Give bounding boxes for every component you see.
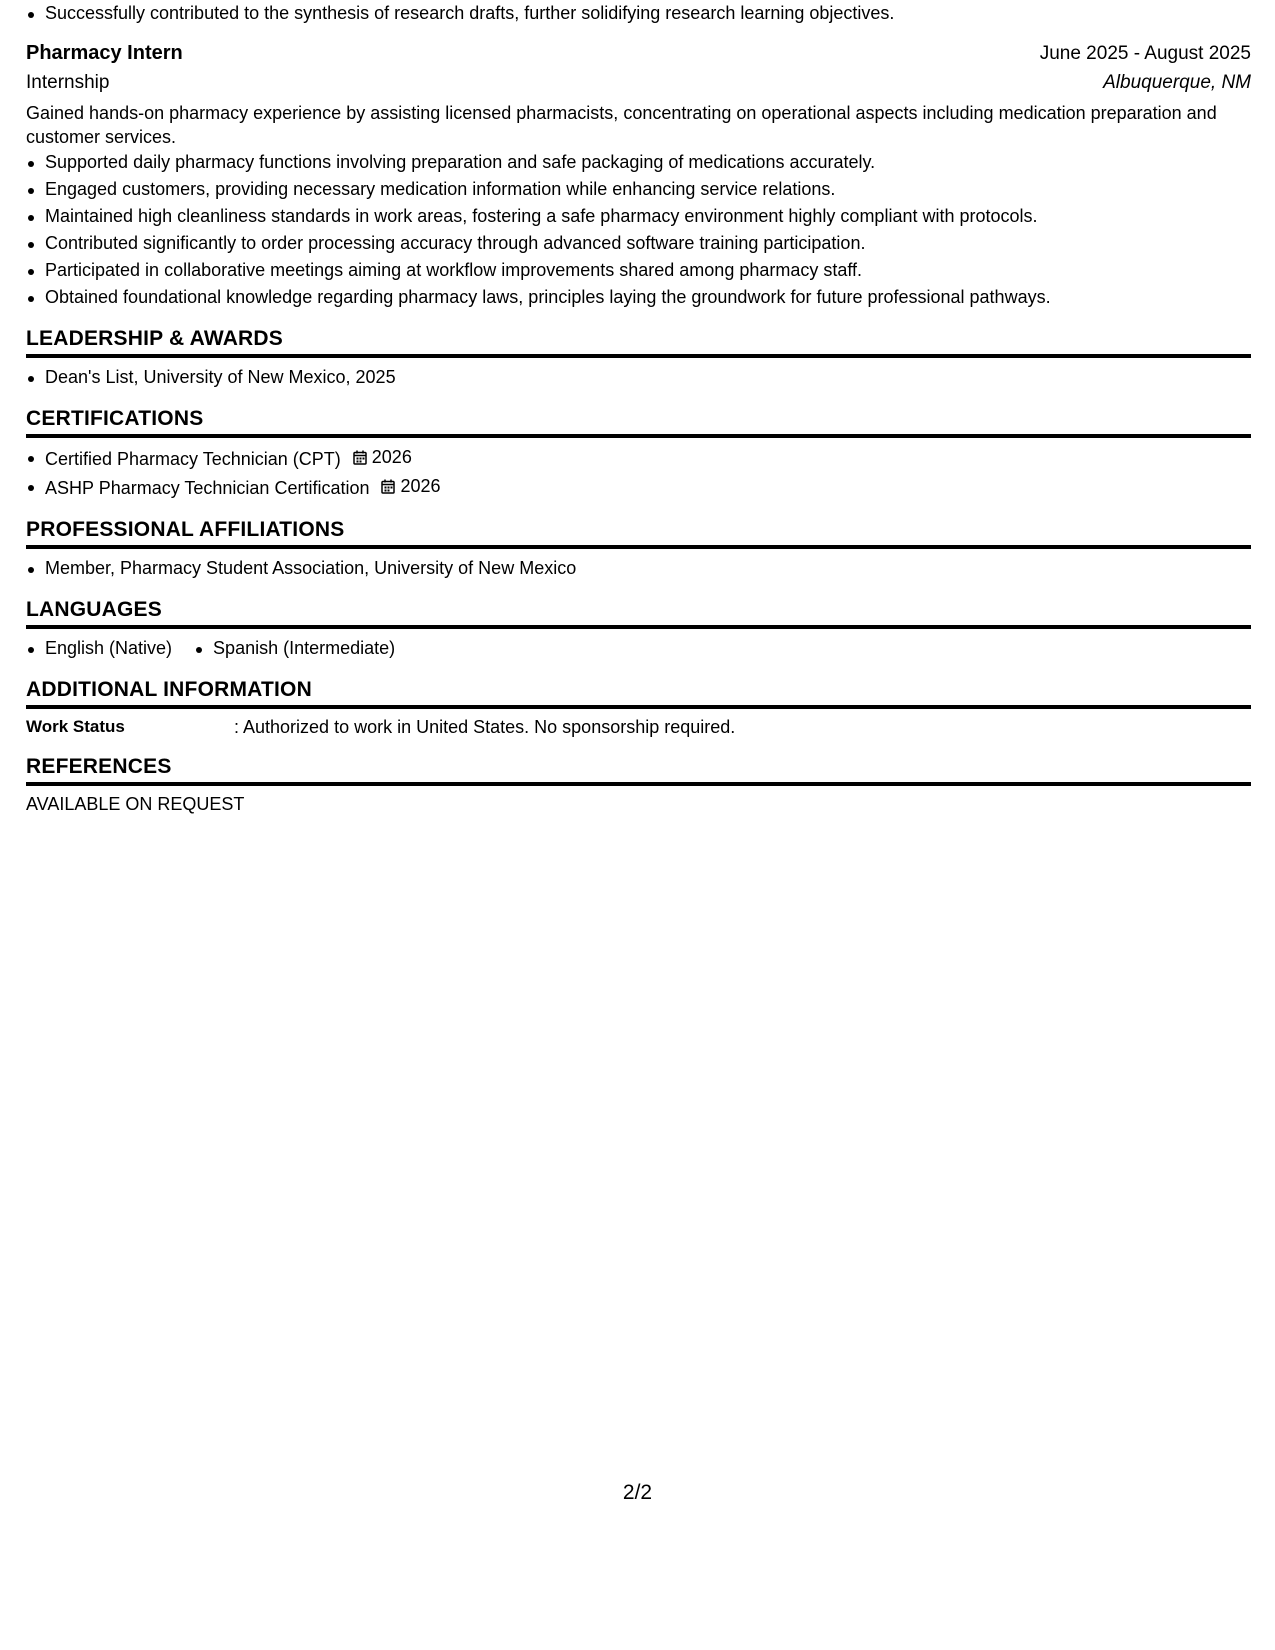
leadership-list	[26, 364, 1251, 391]
additional-info-section	[26, 676, 1251, 739]
section-heading: PROFESSIONAL AFFILIATIONS	[26, 516, 1251, 549]
job-subheader	[26, 69, 1251, 101]
calendar-icon	[381, 479, 395, 494]
references-section	[26, 753, 1251, 816]
list-item	[26, 473, 1251, 502]
job-summary: Gained hands-on pharmacy experience by assisting licensed pharmacists, concentrating on operational aspects including medication preparation and customer services.	[26, 103, 1217, 147]
certifications-list	[26, 444, 1251, 502]
languages-list	[26, 635, 1251, 662]
job-header	[26, 39, 1251, 69]
list-item: Supported daily pharmacy functions involving preparation and safe packaging of medications accurately.	[26, 149, 1251, 176]
job-type: Internship	[26, 72, 110, 93]
certification-year: 2026	[400, 476, 441, 496]
list-item: Dean's List, University of New Mexico, 2025	[26, 364, 1251, 391]
references-text: AVAILABLE ON REQUEST	[26, 794, 245, 814]
list-item: Maintained high cleanliness standards in work areas, fostering a safe pharmacy environment highly compliant with protocols.	[26, 203, 1251, 230]
language-item: English (Native)	[26, 635, 172, 662]
calendar-icon	[353, 450, 367, 465]
list-item: Contributed significantly to order processing accuracy through advanced software training participation.	[26, 230, 1251, 257]
page-number: 2/2	[622, 1481, 653, 1504]
work-status-label: Work Status	[26, 717, 125, 736]
section-heading: LEADERSHIP & AWARDS	[26, 325, 1251, 358]
resume-page	[26, 0, 1251, 816]
previous-job-bullets	[26, 0, 1251, 27]
list-item	[26, 444, 1251, 473]
list-item: Successfully contributed to the synthesis of research drafts, further solidifying research learning objectives.	[26, 0, 1251, 27]
job-title: Pharmacy Intern	[26, 42, 183, 64]
list-item: Participated in collaborative meetings aiming at workflow improvements shared among pharmacy staff.	[26, 257, 1251, 284]
section-heading: CERTIFICATIONS	[26, 405, 1251, 438]
work-status-value: : Authorized to work in United States. No sponsorship required.	[234, 717, 736, 737]
job-dates: June 2025 - August 2025	[1039, 43, 1251, 64]
affiliations-list	[26, 555, 1251, 582]
work-status-row	[26, 715, 1251, 739]
list-item: Member, Pharmacy Student Association, University of New Mexico	[26, 555, 1251, 582]
certification-name: Certified Pharmacy Technician (CPT)	[45, 449, 341, 469]
section-heading: REFERENCES	[26, 753, 1251, 786]
certification-date	[381, 473, 440, 500]
job-location: Albuquerque, NM	[1103, 72, 1251, 93]
affiliations-section	[26, 516, 1251, 582]
certification-date	[353, 444, 412, 471]
job-entry	[26, 39, 1251, 311]
language-item: Spanish (Intermediate)	[194, 635, 395, 662]
certification-name: ASHP Pharmacy Technician Certification	[45, 478, 370, 498]
certification-year: 2026	[371, 447, 412, 467]
certifications-section	[26, 405, 1251, 502]
section-heading: ADDITIONAL INFORMATION	[26, 676, 1251, 709]
list-item: Engaged customers, providing necessary medication information while enhancing service relations.	[26, 176, 1251, 203]
list-item: Obtained foundational knowledge regarding pharmacy laws, principles laying the groundwork for future professional pathways.	[26, 284, 1251, 311]
job-bullets	[26, 149, 1251, 311]
section-heading: LANGUAGES	[26, 596, 1251, 629]
leadership-section	[26, 325, 1251, 391]
languages-section	[26, 596, 1251, 662]
